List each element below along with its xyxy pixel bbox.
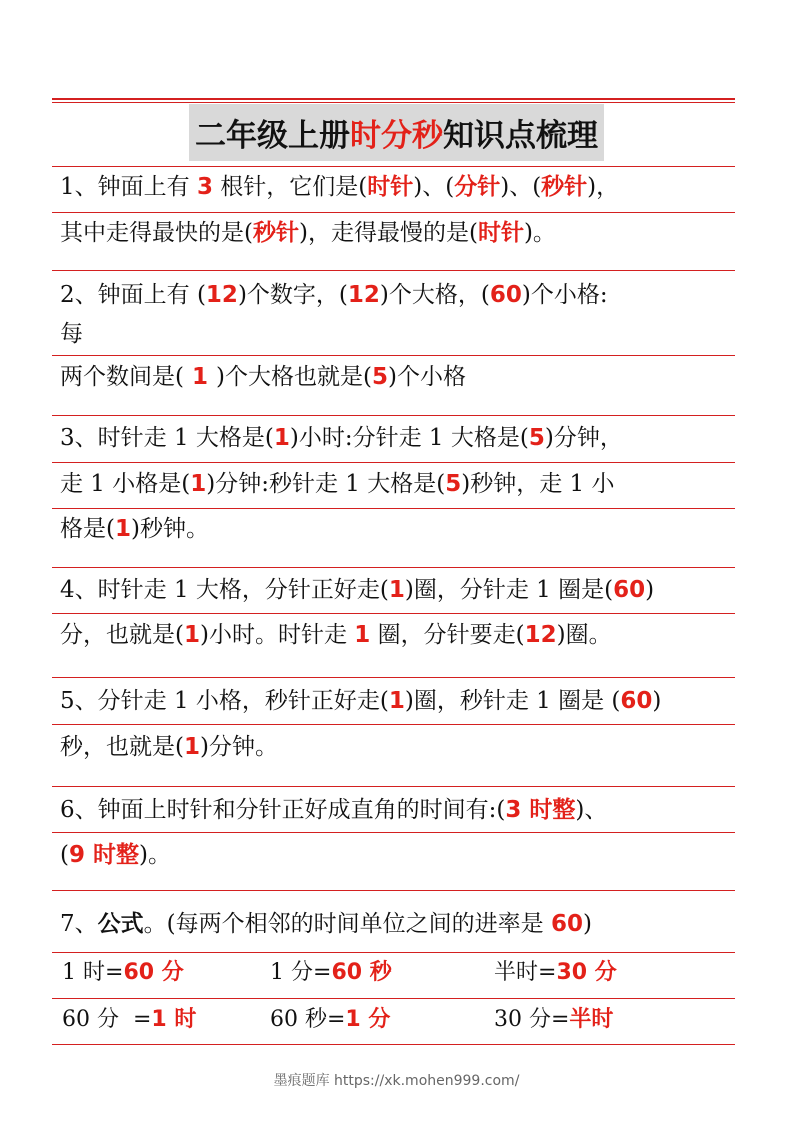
top-rule-2 xyxy=(52,102,735,103)
footer-watermark: 墨痕题库 https://xk.mohen999.com/ xyxy=(273,1073,520,1089)
answer: 12 xyxy=(524,622,557,648)
s6-line-1: 6、钟面上时针和分针正好成直角的时间有:(3 时整)、 xyxy=(60,797,608,823)
answer: 12 xyxy=(205,282,238,308)
title-container xyxy=(0,104,793,161)
rule xyxy=(52,998,735,999)
answer: 1 时 xyxy=(151,1007,197,1032)
rule xyxy=(52,415,735,416)
answer: 60 xyxy=(613,577,646,603)
answer: 5 xyxy=(445,471,462,497)
answer: 1 xyxy=(183,734,200,760)
s7-line-1: 7、公式。(每两个相邻的时间单位之间的进率是 60) xyxy=(60,911,592,937)
s2-line-3: 两个数间是( 1 )个大格也就是(5)个小格 xyxy=(60,364,466,390)
s5-line-2: 秒，也就是(1)分钟。 xyxy=(60,734,278,760)
s1-line-2: 其中走得最快的是(秒针)，走得最慢的是(时针)。 xyxy=(60,220,556,246)
answer: 秒针 xyxy=(541,174,588,200)
answer: 60 分 xyxy=(123,960,184,985)
rule xyxy=(52,166,735,167)
answer: 30 分 xyxy=(556,960,617,985)
s2-line-1: 2、钟面上有 (12)个数字，(12)个大格，(60)个小格: xyxy=(60,282,608,308)
rule xyxy=(52,355,735,356)
title-part-3: 知识点梳理 xyxy=(443,118,598,154)
page-title xyxy=(189,104,604,161)
s4-line-2: 分，也就是(1)小时。时针走 1 圈，分针要走(12)圈。 xyxy=(60,622,612,648)
s3-line-3: 格是(1)秒钟。 xyxy=(60,516,209,542)
s2-line-2: 每 xyxy=(60,321,83,347)
answer: 时针 xyxy=(477,220,524,246)
rule xyxy=(52,724,735,725)
answer: 1 xyxy=(190,471,207,497)
formula-r1-c1: 1 时=60 分 xyxy=(62,960,184,985)
answer: 1 xyxy=(183,364,217,390)
rule xyxy=(52,832,735,833)
rule xyxy=(52,952,735,953)
rule xyxy=(52,1044,735,1045)
answer: 12 xyxy=(347,282,380,308)
answer: 分针 xyxy=(454,174,501,200)
rule xyxy=(52,212,735,213)
answer: 5 xyxy=(371,364,388,390)
top-rule-1 xyxy=(52,98,735,100)
title-part-2: 时分秒 xyxy=(350,118,443,154)
answer: 1 xyxy=(273,425,290,451)
s3-line-2: 走 1 小格是(1)分钟:秒针走 1 大格是(5)秒钟，走 1 小 xyxy=(60,471,615,497)
answer: 1 xyxy=(354,622,371,648)
answer: 5 xyxy=(528,425,545,451)
formula-r2-c2: 60 秒=1 分 xyxy=(270,1007,391,1032)
answer: 半时 xyxy=(569,1007,614,1032)
rule xyxy=(52,270,735,271)
answer: 60 秒 xyxy=(331,960,392,985)
answer: 1 xyxy=(388,688,405,714)
formula-r2-c3: 30 分=半时 xyxy=(494,1007,614,1032)
answer: 60 xyxy=(550,911,583,937)
answer: 9 时整 xyxy=(68,842,139,868)
rule xyxy=(52,613,735,614)
answer: 1 xyxy=(388,577,405,603)
formula-r1-c3: 半时=30 分 xyxy=(494,960,617,985)
answer: 秒针 xyxy=(252,220,299,246)
s3-line-1: 3、时针走 1 大格是(1)小时:分针走 1 大格是(5)分钟， xyxy=(60,425,623,451)
rule xyxy=(52,786,735,787)
answer: 3 xyxy=(196,174,213,200)
s1-line-1: 1、钟面上有 3 根针，它们是(时针)、(分针)、(秒针)， xyxy=(60,174,620,200)
title-part-1: 二年级上册 xyxy=(195,118,350,154)
formula-r2-c1: 60 分 =1 时 xyxy=(62,1007,197,1032)
answer: 60 xyxy=(489,282,522,308)
s4-line-1: 4、时针走 1 大格，分针正好走(1)圈，分针走 1 圈是(60) xyxy=(60,577,655,603)
s6-line-2: (9 时整)。 xyxy=(60,842,171,868)
answer: 1 xyxy=(183,622,200,648)
rule xyxy=(52,677,735,678)
rule xyxy=(52,890,735,891)
answer: 时针 xyxy=(367,174,414,200)
answer: 1 分 xyxy=(345,1007,391,1032)
rule xyxy=(52,567,735,568)
answer: 1 xyxy=(114,516,131,542)
answer: 60 xyxy=(620,688,653,714)
answer: 3 时整 xyxy=(505,797,576,823)
s5-line-1: 5、分针走 1 小格，秒针正好走(1)圈，秒针走 1 圈是 (60) xyxy=(60,688,662,714)
rule xyxy=(52,508,735,509)
rule xyxy=(52,462,735,463)
formula-label: 公式 xyxy=(97,911,144,937)
formula-r1-c2: 1 分=60 秒 xyxy=(270,960,392,985)
